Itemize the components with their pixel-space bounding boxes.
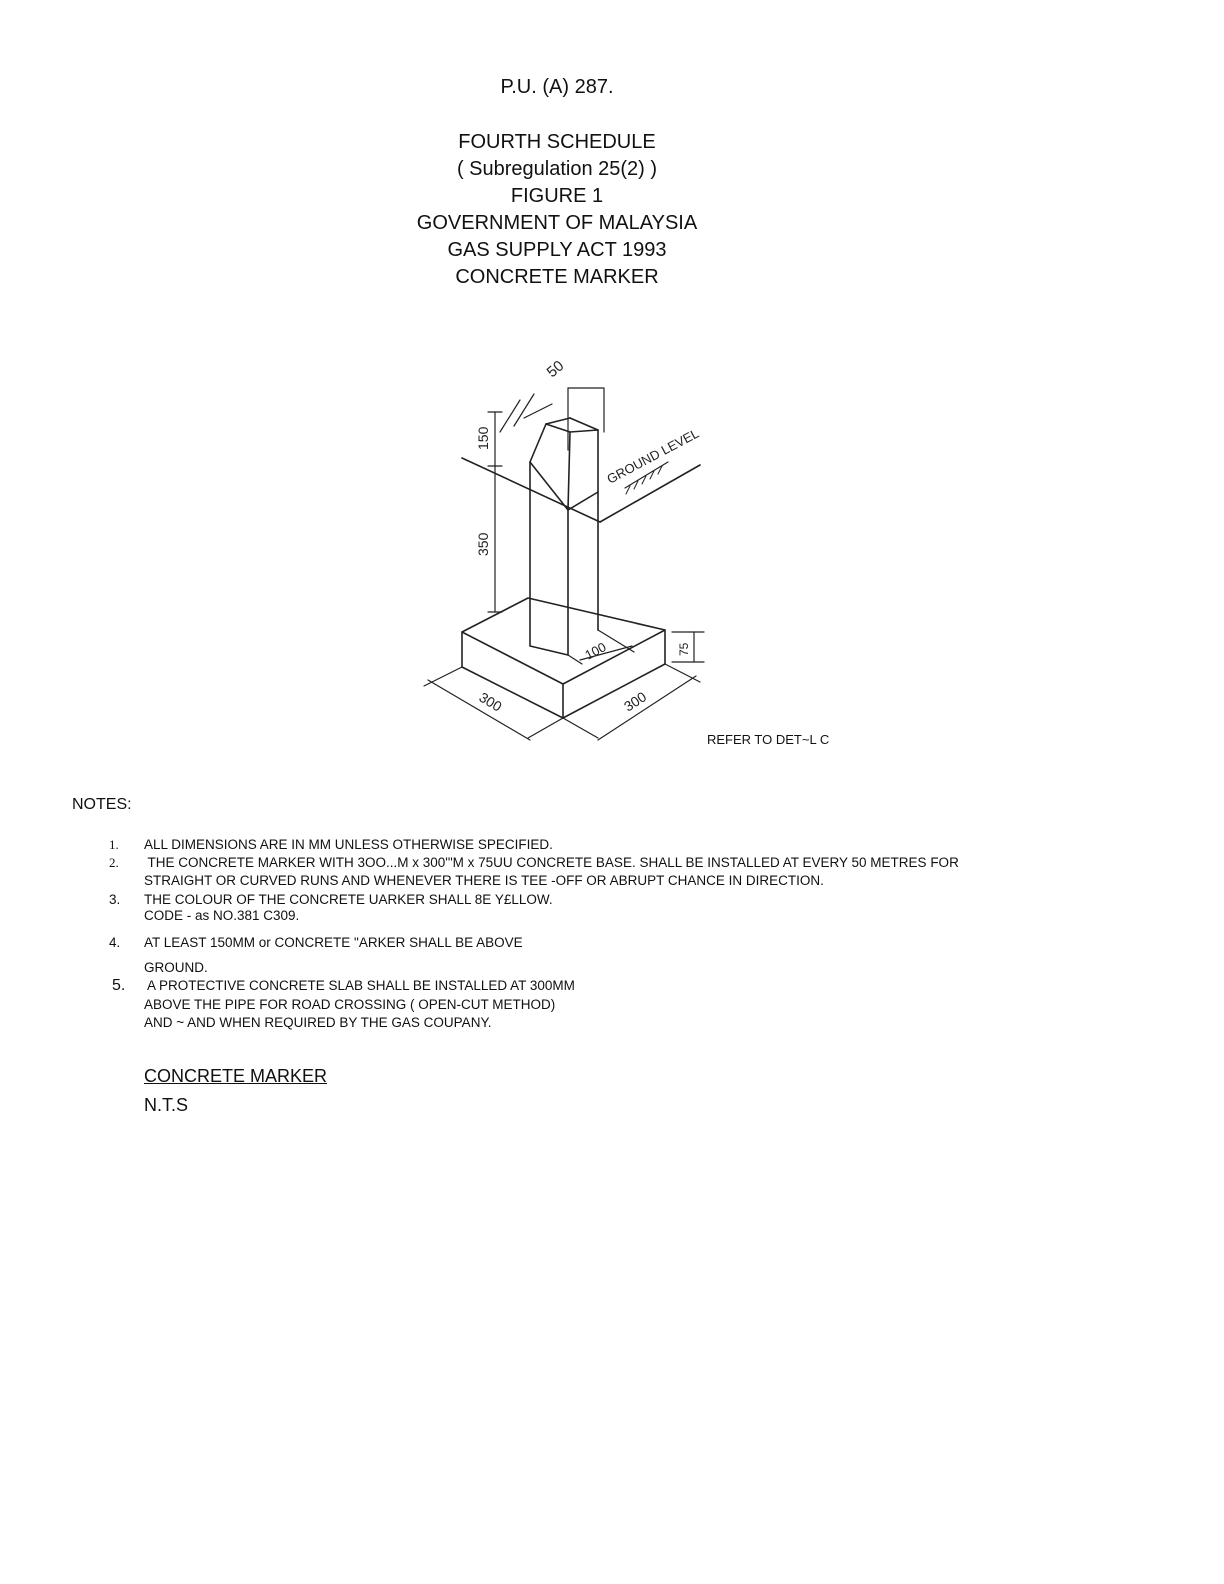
dimension-label-100: 100: [582, 639, 609, 663]
note-text: AND ~ AND WHEN REQUIRED BY THE GAS COUPANY.: [144, 1015, 492, 1030]
subregulation-heading: ( Subregulation 25(2) ): [456, 158, 658, 180]
government-heading: GOVERNMENT OF MALAYSIA: [416, 212, 698, 234]
dimension-label-50: 50: [543, 357, 568, 382]
ground-level-line: [462, 458, 700, 522]
scale-note: N.T.S: [144, 1095, 189, 1115]
dimension-label-150: 150: [475, 426, 491, 450]
note-text: THE COLOUR OF THE CONCRETE UARKER SHALL 8E Y£LLOW.: [144, 892, 553, 907]
note-text: ALL DIMENSIONS ARE IN MM UNLESS OTHERWISE SPECIFIED.: [144, 837, 553, 852]
marker-post: [530, 418, 598, 655]
note-number: 4.: [109, 935, 121, 950]
note-text: AT LEAST 150MM or CONCRETE "ARKER SHALL BE ABOVE: [144, 935, 523, 950]
dimension-label-75: 75: [677, 642, 691, 656]
figure-heading: FIGURE 1: [510, 185, 604, 207]
note-text: A PROTECTIVE CONCRETE SLAB SHALL BE INSTALLED AT 300MM: [147, 978, 575, 993]
document-reference: P.U. (A) 287.: [500, 76, 614, 98]
schedule-heading: FOURTH SCHEDULE: [458, 131, 656, 153]
note-text: THE CONCRETE MARKER WITH 3OO...M x 300'"M x 75UU CONCRETE BASE. SHALL BE INSTALLED AT EVERY 50 METRES FOR: [144, 855, 959, 870]
refer-note: REFER TO DET~L C: [707, 732, 830, 747]
note-text: GROUND.: [144, 960, 208, 975]
ground-level-label: GROUND LEVEL: [604, 425, 702, 487]
figure-caption: CONCRETE MARKER: [144, 1066, 328, 1086]
note-number: 3.: [109, 892, 121, 907]
dimension-label-300-left: 300: [476, 688, 505, 715]
act-heading: GAS SUPPLY ACT 1993: [447, 239, 667, 261]
note-text: ABOVE THE PIPE FOR ROAD CROSSING ( OPEN-CUT METHOD): [144, 997, 556, 1012]
concrete-marker-drawing: [0, 0, 1224, 780]
note-text: CODE - as NO.381 C309.: [144, 908, 300, 923]
page-title: CONCRETE MARKER: [455, 266, 659, 288]
note-text: STRAIGHT OR CURVED RUNS AND WHENEVER THERE IS TEE -OFF OR ABRUPT CHANCE IN DIRECTION.: [144, 873, 824, 888]
notes-title: NOTES:: [72, 796, 132, 813]
note-number: 5.: [112, 977, 126, 994]
note-number: 1.: [109, 837, 119, 852]
note-number: 2.: [109, 855, 119, 870]
dimension-label-300-right: 300: [620, 688, 650, 715]
dimension-label-350: 350: [475, 532, 491, 556]
